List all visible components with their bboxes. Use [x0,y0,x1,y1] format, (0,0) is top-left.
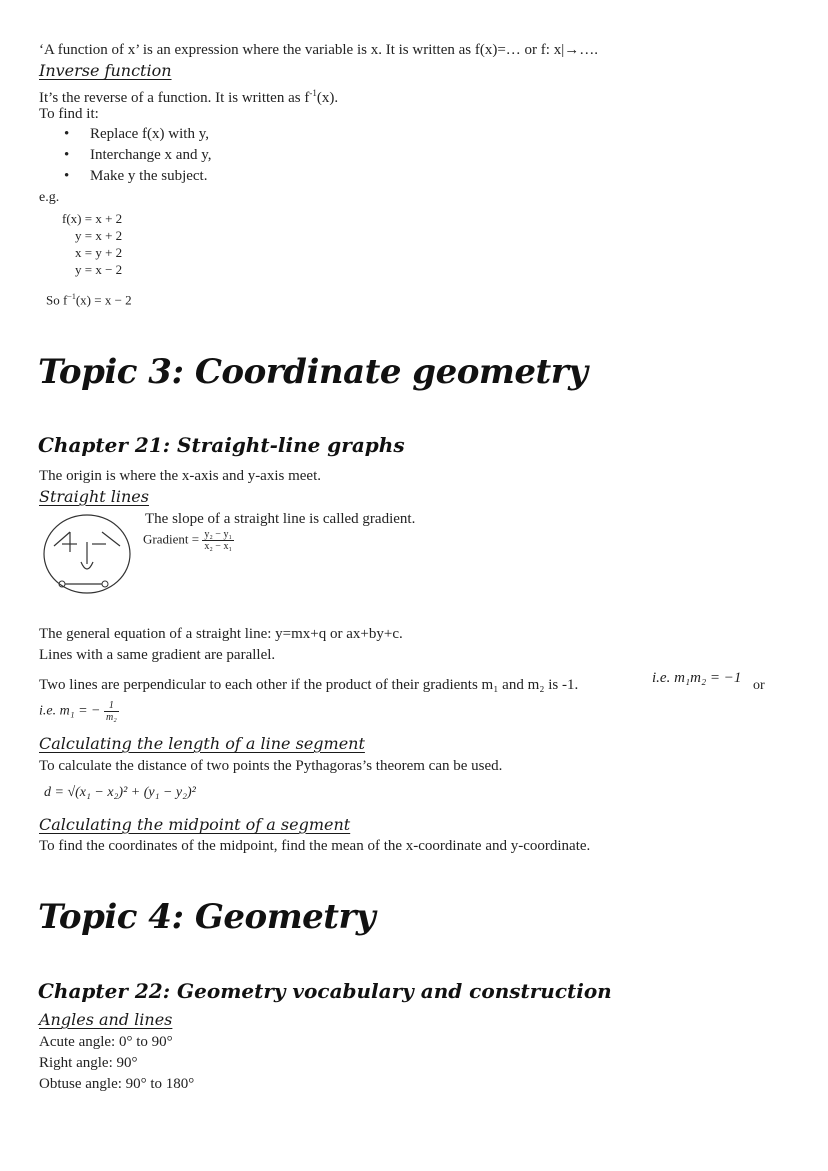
example-line: x = y + 2 [75,245,123,260]
inverse-conclusion [46,292,132,308]
straight-lines-heading: Straight lines [39,487,149,506]
topic-3-title: Topic 3: Coordinate geometry [38,352,588,392]
gradient-face-icon [40,510,134,596]
topic-4-title: Topic 4: Geometry [38,897,376,937]
example-line: f(x) = x + 2 [62,211,123,226]
steps-list [64,124,211,187]
inverse-def-sup: -1 [309,88,317,98]
reciprocal-fraction [104,700,119,723]
gradient-label: Gradient = [143,531,200,547]
obtuse-angle: Obtuse angle: 90° to 180° [39,1076,195,1092]
reciprocal-numerator: 1 [104,700,119,712]
inverse-def-tail: (x). [316,90,339,106]
perpendicular-product: i.e. m₁m₂ = −1 [652,670,742,686]
function-definition: ‘A function of x’ is an expression where the variable is x. It is written as f(x)=… or f: x|→…. [39,42,598,58]
list-item: • Make y the subject. [64,166,211,187]
conclusion-pre: So f [46,292,68,308]
slope-definition: The slope of a straight line is called gradient. [145,511,416,527]
perpendicular-definition: Two lines are perpendicular to each other if the product of their gradients m₁ and m₂ is -1. [39,677,579,693]
conclusion-post: (x) = x − 2 [75,292,132,308]
chapter-22-title: Chapter 22: Geometry vocabulary and construction [38,979,612,1003]
midpoint-heading: Calculating the midpoint of a segment [39,815,351,834]
right-angle: Right angle: 90° [39,1055,138,1071]
distance-formula: d = √(x₁ − x₂)² + (y₁ − y₂)² [44,785,196,800]
example-line: y = x + 2 [75,228,123,243]
inverse-def-text: It’s the reverse of a function. It is written as f [39,90,310,106]
angles-lines-heading: Angles and lines [39,1010,173,1029]
conclusion-sup: −1 [67,292,76,301]
gradient-formula [143,529,234,552]
example-line: y = x − 2 [75,262,123,277]
origin-definition: The origin is where the x-axis and y-axis meet. [39,468,321,484]
acute-angle: Acute angle: 0° to 90° [39,1034,173,1050]
line-length-heading: Calculating the length of a line segment [39,734,365,753]
line-length-description: To calculate the distance of two points the Pythagoras’s theorem can be used. [39,758,503,774]
chapter-21-title: Chapter 21: Straight-line graphs [38,433,405,457]
eg-label: e.g. [39,190,60,205]
or-text: or [753,678,765,693]
to-find-label: To find it: [39,106,99,122]
inverse-function-heading: Inverse function [39,61,172,80]
gradient-denominator: x₂ − x₁ [204,541,232,552]
parallel-lines: Lines with a same gradient are parallel. [39,647,276,663]
list-item: • Interchange x and y, [64,145,211,166]
reciprocal-denominator: m₂ [105,712,117,723]
general-equation: The general equation of a straight line: y=mx+q or ax+by+c. [39,626,403,642]
midpoint-description: To find the coordinates of the midpoint, find the mean of the x-coordinate and y-coordinate. [39,838,591,854]
gradient-fraction [202,529,234,552]
gradient-numerator: y₂ − y₁ [204,529,232,540]
perpendicular-reciprocal [39,700,119,723]
list-item: • Replace f(x) with y, [64,124,211,145]
reciprocal-label: i.e. m₁ = − [39,703,101,719]
